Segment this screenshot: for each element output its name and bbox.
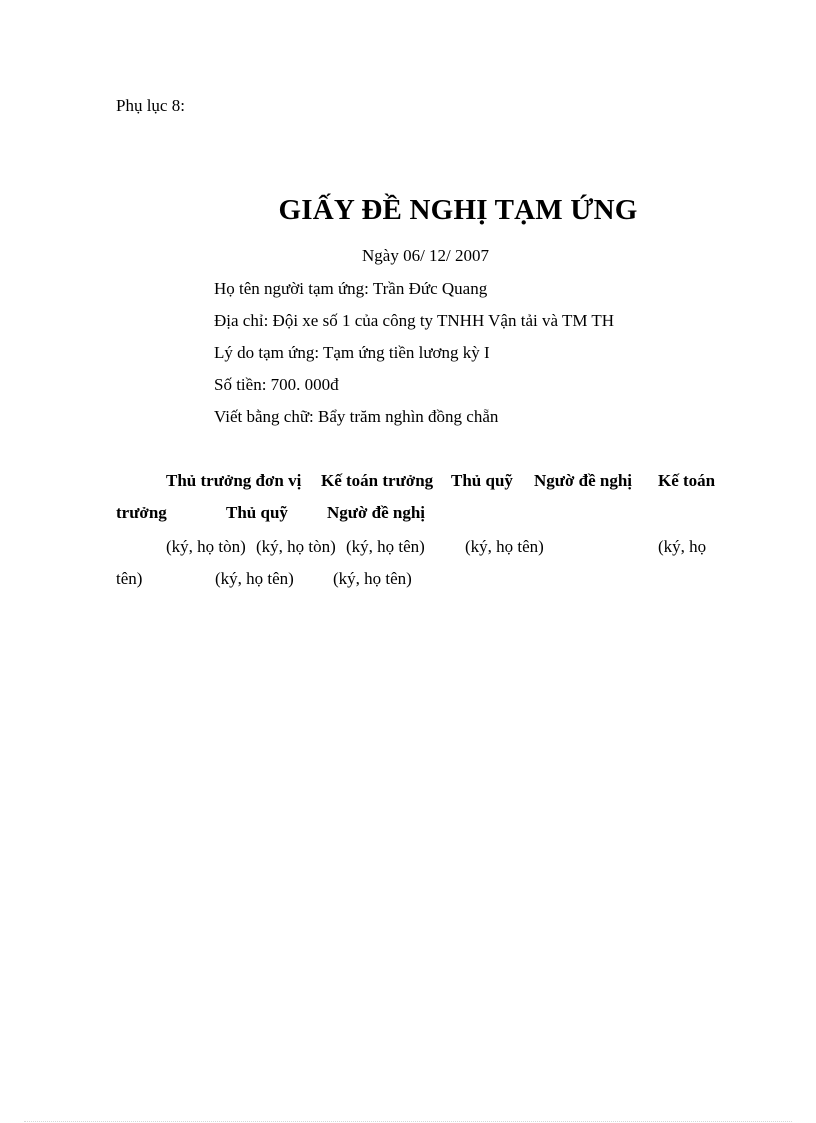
signature-placeholder-5-part2: tên) [116,569,143,588]
signature-placeholder-4: (ký, họ tên) [465,537,544,556]
field-amount-in-words: Viết bằng chữ: Bẩy trăm nghìn đồng chẵn [214,407,499,426]
signature-placeholder-1: (ký, họ tòn) [166,537,246,556]
field-amount: Số tiền: 700. 000đ [214,375,339,394]
signature-placeholder-3: (ký, họ tên) [346,537,425,556]
document-title: GIẤY ĐỀ NGHỊ TẠM ỨNG [278,194,638,226]
field-address: Địa chỉ: Đội xe số 1 của công ty TNHH Vận tải và TM TH [214,311,615,330]
signature-role-head-of-unit: Thủ trưởng đơn vị [166,471,302,490]
signature-role-cashier: Thủ quỹ [451,471,513,490]
signature-placeholder-6: (ký, họ tên) [215,569,294,588]
signature-role-cashier-2: Thủ quỹ [226,503,288,522]
signature-placeholder-5-part1: (ký, họ [658,537,707,556]
field-reason: Lý do tạm ứng: Tạm ứng tiền lương kỳ I [214,343,490,362]
field-recipient-name: Họ tên người tạm ứng: Trần Đức Quang [214,279,488,298]
signature-role-accountant-part2: trưởng [116,503,167,522]
signature-placeholder-2: (ký, họ tòn) [256,537,336,556]
signature-placeholder-7: (ký, họ tên) [333,569,412,588]
appendix-label: Phụ lục 8: [116,96,185,115]
document-date: Ngày 06/ 12/ 2007 [362,246,490,265]
signature-role-requester-2: Ngườ đề nghị [327,503,426,522]
page-bottom-border [24,1121,792,1122]
signature-role-requester: Ngườ đề nghị [534,471,633,490]
signature-role-chief-accountant: Kế toán trưởng [321,471,434,490]
signature-role-accountant-part1: Kế toán [658,471,716,490]
